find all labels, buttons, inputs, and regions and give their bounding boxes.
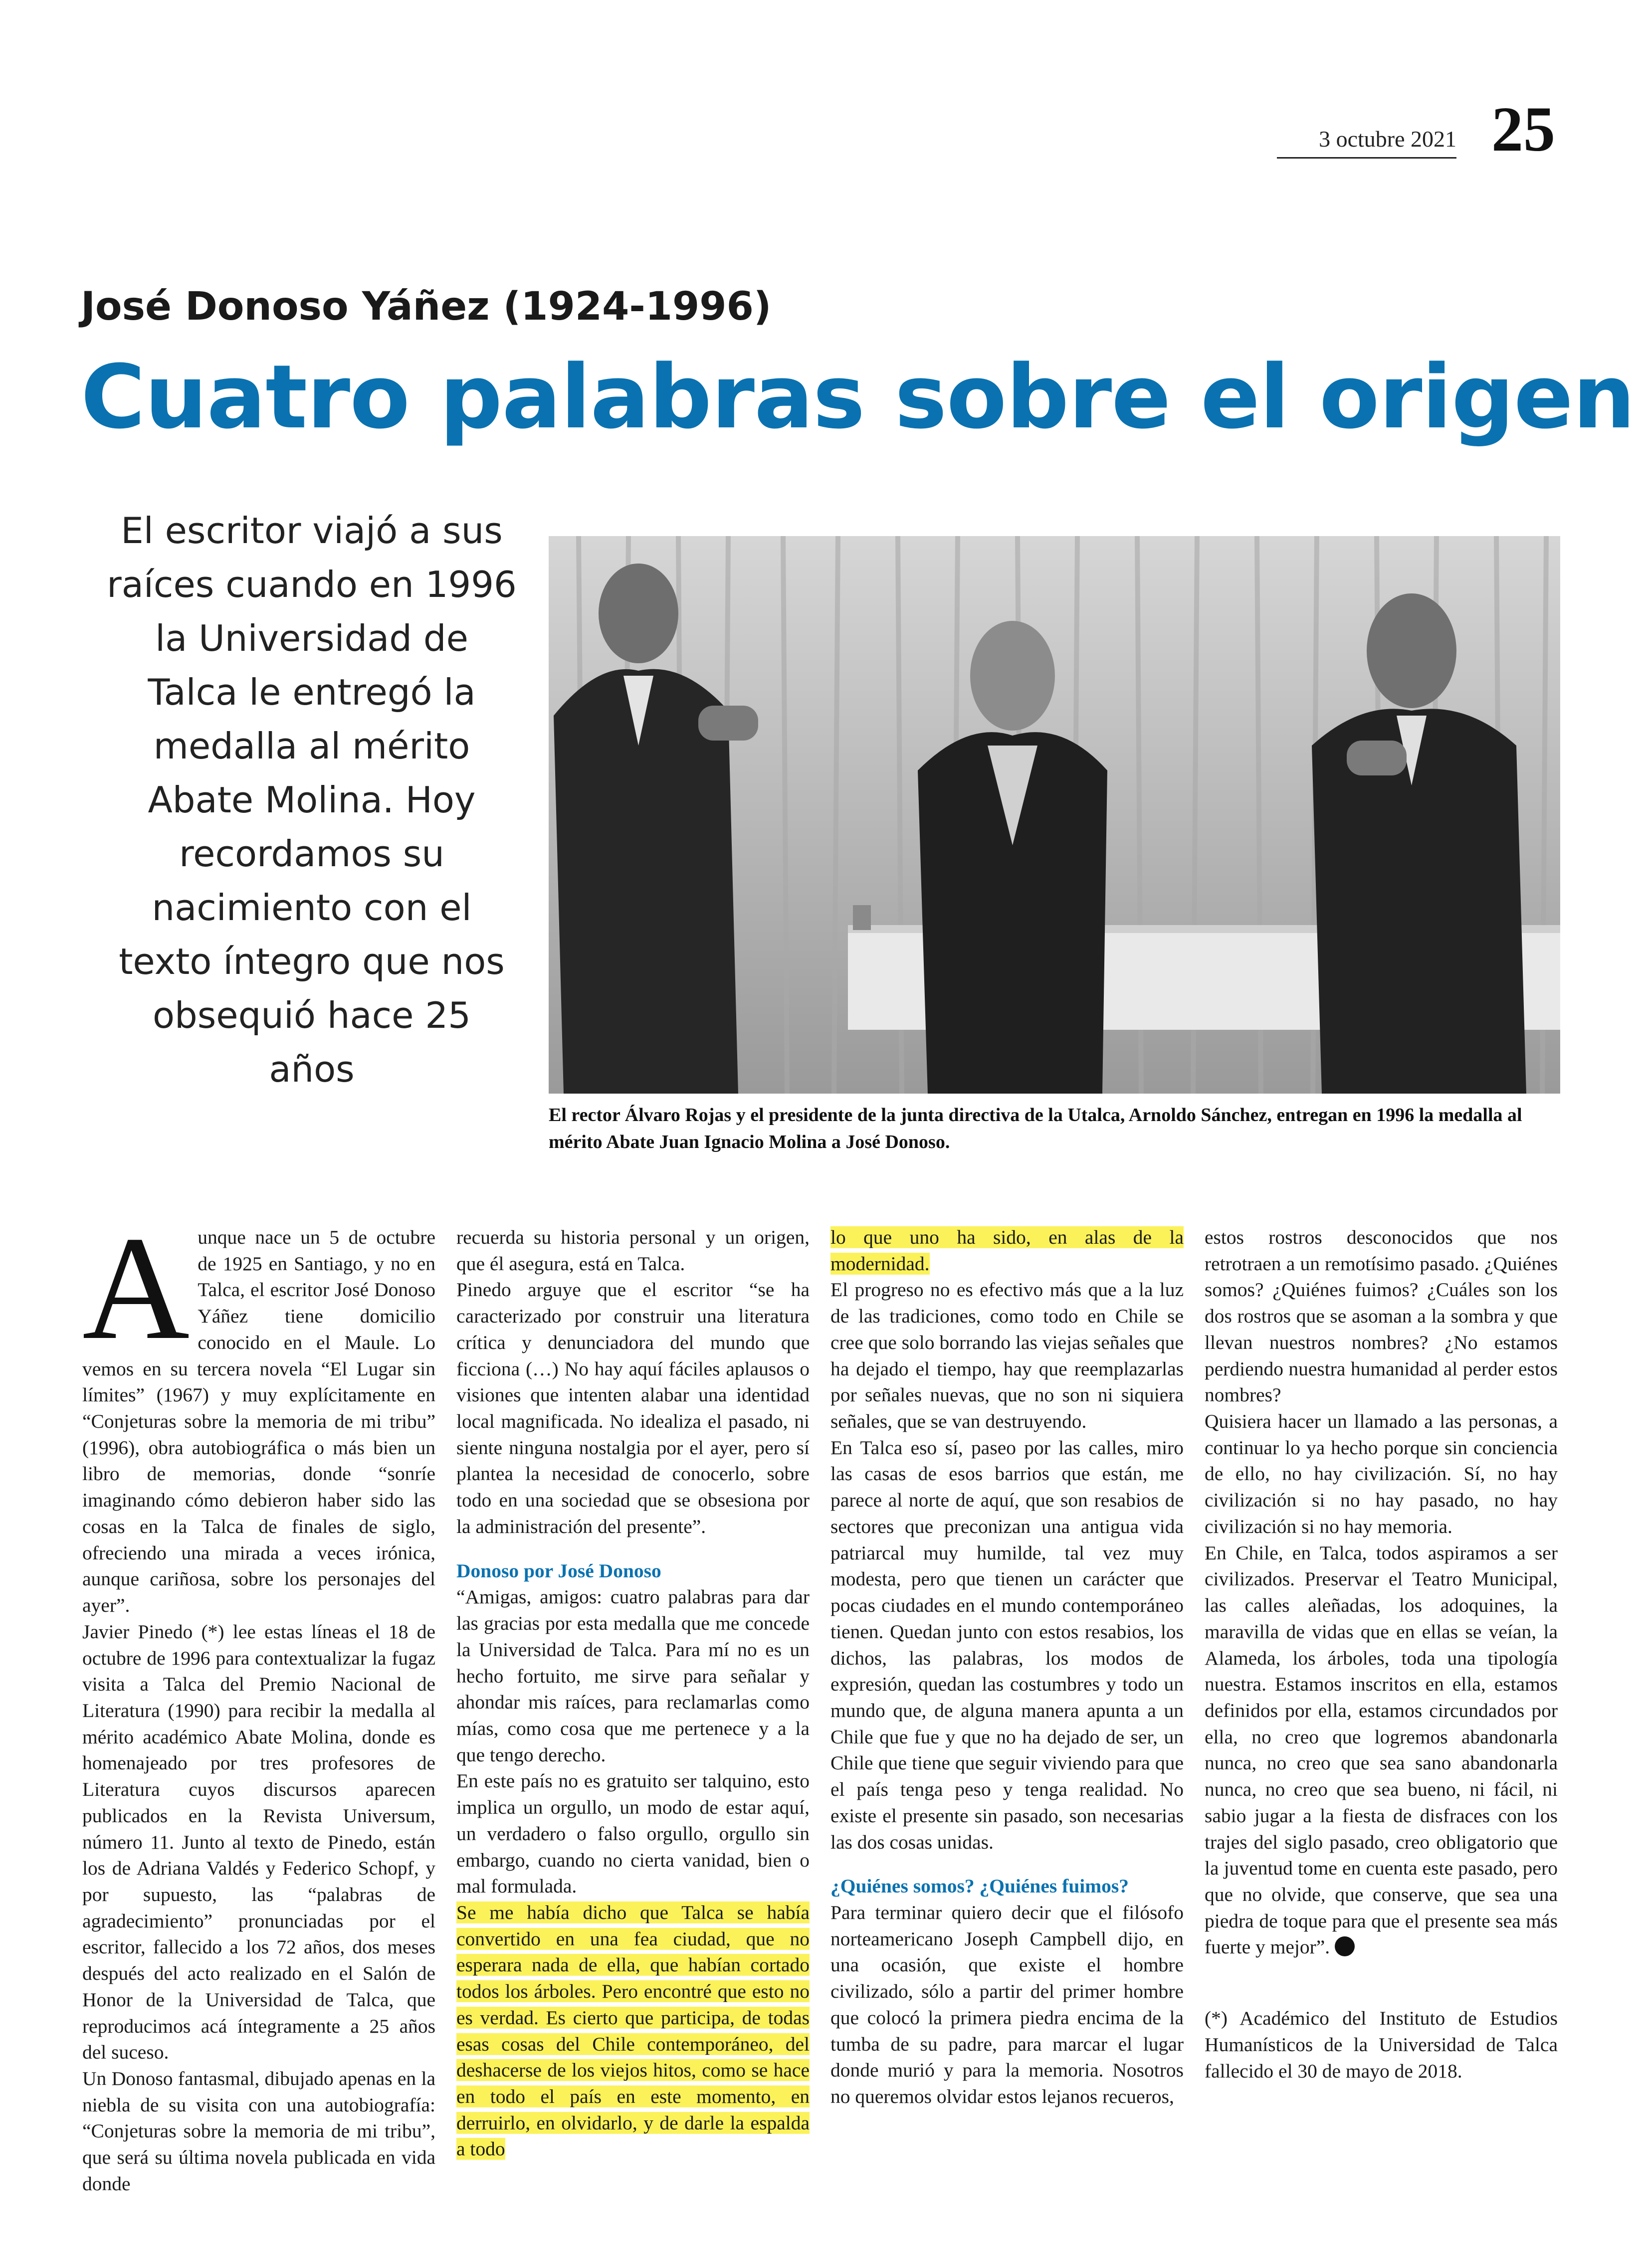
issue-date: 3 octubre 2021 (1277, 126, 1456, 159)
subheading: Donoso por José Donoso (456, 1559, 661, 1582)
article-column-2 (456, 1224, 810, 2162)
paragraph: En este país no es gratuito ser talquino, esto implica un orgullo, un modo de estar aquí, un verdadero o falso orgullo, orgullo sin embargo, cuando no cierta vanidad, bien o mal formulada. (456, 1770, 810, 1897)
drop-cap: A (82, 1206, 190, 1370)
paragraph: “Amigas, amigos: cuatro palabras para dar las gracias por esta medalla que me concede la Universidad de Talca. Para mí no es un hecho fortuito, me sirve para señalar y ahondar mis raíces, para reclamarlas como mías, como cosa que me pertenece y a la que tengo derecho. (456, 1586, 810, 1766)
paragraph: unque nace un 5 de octubre de 1925 en Santiago, y no en Talca, el escritor José Donoso Yáñez tiene domicilio conocido en el Maule. Lo vemos en su tercera novela “El Lugar sin límites” (1967) y muy explícitamente en “Conjeturas sobre la memoria de mi tribu” (1996), obra autobiográfica o más bien un libro de memorias, donde “sonríe imaginando cómo debieron haber sido las cosas en la Talca de finales de siglo, ofreciendo una mirada a veces irónica, aunque cariñosa, sobre los personajes del ayer”. (82, 1226, 435, 1617)
paragraph: Pinedo arguye que el escritor “se ha caracterizado por construir una literatura crítica y denunciadora del mundo que ficciona (…) No hay aquí fáciles aplausos o visiones que intenten alabar una identidad local magnificada. No idealiza el pasado, ni siente ninguna nostalgia por el ayer, pero sí plantea la necesidad de conocerlo, sobre todo en una sociedad que se obsesiona por la administración del presente”. (456, 1279, 810, 1537)
photo-illustration (549, 536, 1560, 1094)
paragraph: estos rostros desconocidos que nos retrotraen a un remotísimo pasado. ¿Quiénes somos? ¿Quiénes fuimos? ¿Cuáles son los dos rostros que se asoman a la sombra y que llevan nuestros nombres? ¿No estamos perdiendo nuestra humanidad al perder estos nombres? (1205, 1226, 1558, 1406)
highlighted-passage: lo que uno ha sido, en alas de la modernidad. (830, 1226, 1184, 1275)
headline: Cuatro palabras sobre el origen (81, 346, 1635, 448)
article-column-3 (830, 1224, 1184, 2110)
article-column-1 (82, 1206, 435, 2197)
highlighted-passage: Se me había dicho que Talca se había convertido en una fea ciudad, que no esperara nada de ella, que habían cortado todos los árboles. Pero encontré que esto no es verdad. Es cierto que participa, de todas esas cosas del Chile contemporáneo, del deshacerse de los viejos hitos, como se hace en todo el país en este momento, en derruirlo, en olvidarlo, y de darle la espalda a todo (456, 1901, 810, 2160)
paragraph: El progreso no es efectivo más que a la luz de las tradiciones, como todo en Chile se cree que solo borrando las viejas señales que ha dejado el tiempo, hay que reemplazarlas por señales nuevas, que no son ni siquiera señales, que se van destruyendo. (830, 1279, 1184, 1433)
article-photo (549, 536, 1560, 1094)
paragraph: Javier Pinedo (*) lee estas líneas el 18 de octubre de 1996 para contextualizar la fugaz visita a Talca del Premio Nacional de Literatura (1990) para recibir la medalla al mérito académico Abate Molina, donde es homenajeado por tres profesores de Literatura cuyos discursos aparecen publicados en la Revista Universum, número 11. Junto al texto de Pinedo, están los de Adriana Valdés y Federico Schopf, y por supuesto, las “palabras de agradecimiento” pronunciadas por el escritor, fallecido a los 72 años, dos meses después del acto realizado en el Salón de Honor de la Universidad de Talca, que reproducimos acá íntegramente a 25 años del suceso. (82, 1620, 435, 2064)
paragraph: recuerda su historia personal y un origen, que él asegura, está en Talca. (456, 1226, 810, 1275)
kicker: José Donoso Yáñez (1924-1996) (81, 284, 772, 329)
subheading: ¿Quiénes somos? ¿Quiénes fuimos? (830, 1875, 1129, 1897)
end-mark-icon (1335, 1936, 1355, 1956)
deck: El escritor viajó a sus raíces cuando en 1996 la Universidad de Talca le entregó la medalla al mérito Abate Molina. Hoy recordamos su nacimiento con el texto íntegro que nos obsequió hace 25 años (107, 510, 517, 1090)
paragraph: En Talca eso sí, paseo por las calles, miro las casas de esos barrios que están, me parece al norte de aquí, que son resabios de sectores que preconizan una antigua vida patriarcal muy humilde, tal vez muy modesta, pero que tienen un carácter que pocas ciudades en el mundo contemporáneo tienen. Quedan junto con estos resabios, los dichos, las palabras, los modos de expresión, quedan las costumbres y todo un mundo que, de alguna manera apunta a un Chile que fue y que no ha dejado de ser, un Chile que tiene que seguir viviendo para que el país tenga peso y tenga realidad. No existe el presente sin pasado, son necesarias las dos cosas unidas. (830, 1436, 1184, 1853)
paragraph: Quisiera hacer un llamado a las personas, a continuar lo ya hecho porque sin conciencia de ello, no hay civilización. Sí, no hay civilización si no hay pasado, no hay civilización si no hay memoria. (1205, 1410, 1558, 1537)
paragraph: Para terminar quiero decir que el filósofo norteamericano Joseph Campbell dijo, en una ocasión, que existe el hombre civilizado, sólo a partir del primer hombre que colocó la primera piedra encima de la tumba de su padre, para marcar el lugar donde murió y para la memoria. Nosotros no queremos olvidar estos lejanos recueros, (830, 1901, 1184, 2107)
photo-caption: El rector Álvaro Rojas y el presidente de la junta directiva de la Utalca, Arnoldo Sánchez, entregan en 1996 la medalla al mérito Abate Juan Ignacio Molina a José Donoso. (549, 1105, 1522, 1152)
page-number: 25 (1491, 94, 1555, 165)
paragraph: Un Donoso fantasmal, dibujado apenas en la niebla de su visita con una autobiografía: “Conjeturas sobre la memoria de mi tribu”, que será su última novela publicada en vida donde (82, 2068, 435, 2195)
article-column-4 (1205, 1224, 1558, 2084)
paragraph: En Chile, en Talca, todos aspiramos a ser civilizados. Preservar el Teatro Municipal, las calles aleñadas, los adoquines, la maravilla de vidas que en ellas se veían, la Alameda, los árboles, toda una tipología nuestra. Estamos inscritos en ella, estamos definidos por ella, estamos circundados por ella, no creo que logremos abandonarla nunca, no creo que sea sano abandonarla nunca, no creo que sea bueno, ni fácil, ni sabio jugar a la fiesta de disfraces con los trajes del siglo pasado, creo obligatorio que la juventud tome en cuenta este pasado, pero que no olvide, que conserve, que sea una piedra de toque para que el presente sea más fuerte y mejor”. (1205, 1541, 1558, 1958)
footnote: (*) Académico del Instituto de Estudios Humanísticos de la Universidad de Talca fallecido el 30 de mayo de 2018. (1205, 2007, 1558, 2082)
